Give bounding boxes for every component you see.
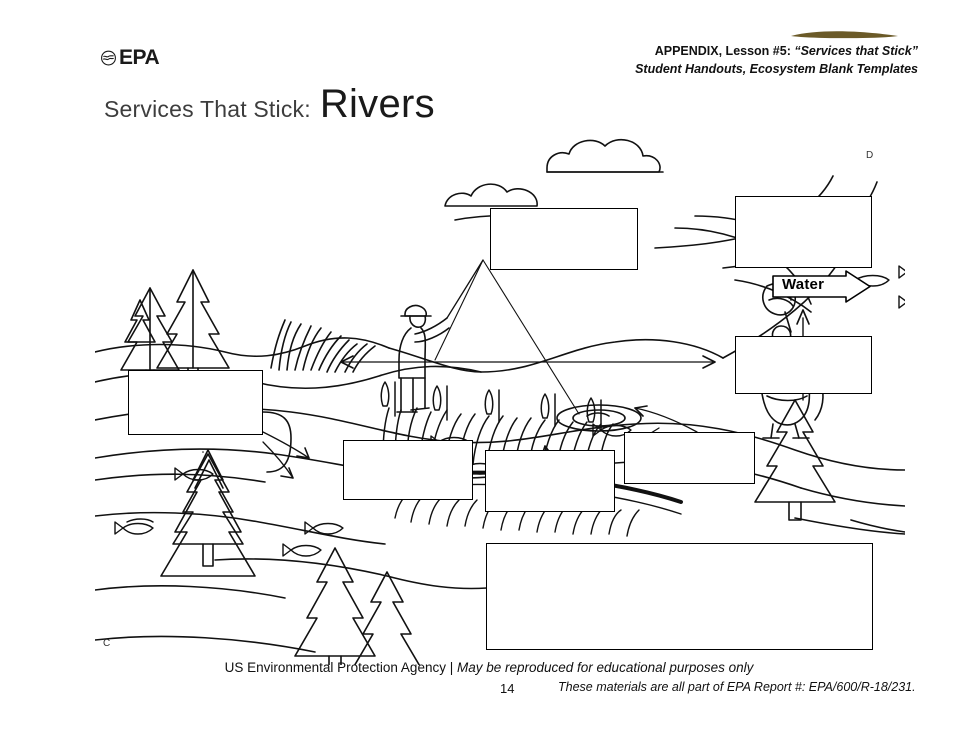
corner-letter-c: C	[103, 638, 111, 649]
page-footer	[0, 660, 978, 675]
footer-report-note: These materials are all part of EPA Report #: EPA/600/R-18/231.	[558, 680, 916, 694]
footer-agency-text: US Environmental Protection Agency |	[224, 660, 457, 675]
answer-box-center-top[interactable]	[490, 208, 638, 270]
answer-box-top-right[interactable]	[735, 196, 872, 268]
answer-box-bottom-wide[interactable]	[486, 543, 873, 650]
title-main: Rivers	[319, 82, 435, 126]
appendix-header	[635, 42, 918, 78]
answer-box-mid-right[interactable]	[735, 336, 872, 394]
water-arrow-label: Water	[782, 276, 825, 293]
epa-logo-text: EPA	[119, 46, 160, 69]
page-number: 14	[500, 681, 515, 696]
corner-letter-d: D	[866, 150, 874, 161]
answer-box-left[interactable]	[128, 370, 263, 435]
appendix-line-2: Student Handouts, Ecosystem Blank Templates	[635, 62, 918, 77]
footer-reproduction-note: May be reproduced for educational purposes only	[456, 660, 754, 675]
appendix-line-1-prefix: APPENDIX, Lesson #5:	[654, 44, 795, 58]
answer-box-lower-right[interactable]	[624, 432, 755, 484]
title-prefix: Services That Stick:	[104, 96, 311, 122]
epa-seal-icon	[100, 50, 117, 67]
decorative-brush-mark	[790, 26, 900, 35]
epa-logo	[100, 46, 159, 70]
appendix-line-1-quoted: “Services that Stick”	[794, 44, 918, 58]
water-flow-arrow	[772, 270, 872, 303]
appendix-line-1	[635, 42, 918, 60]
answer-box-lower-left-center[interactable]	[343, 440, 473, 500]
footer-line-1	[0, 660, 978, 675]
answer-box-lower-center[interactable]	[485, 450, 615, 512]
